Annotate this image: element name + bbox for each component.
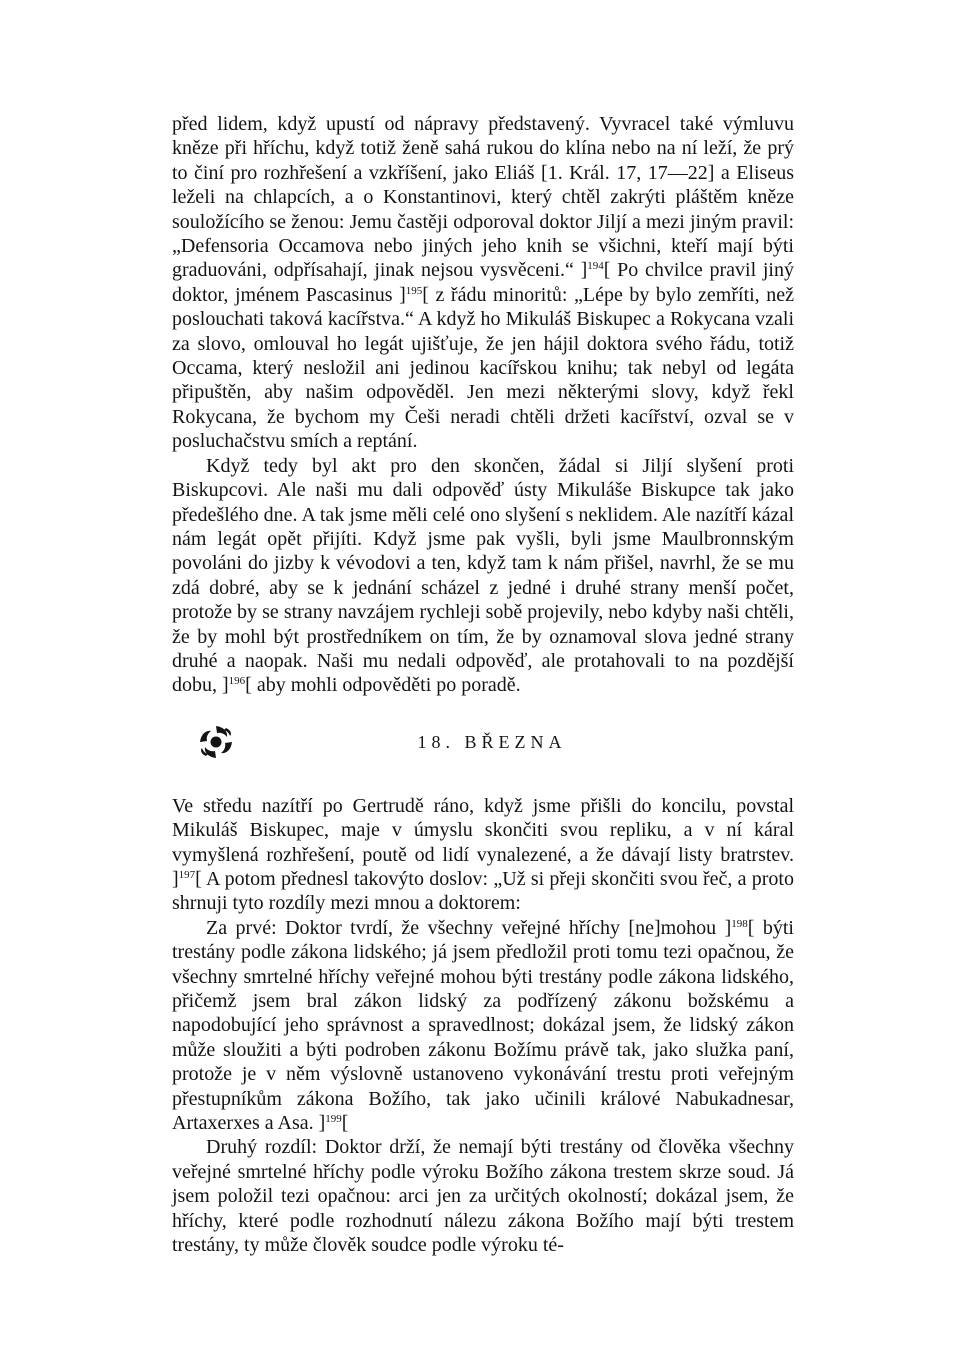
- paragraph-4: [172, 916, 794, 1136]
- section-heading: [172, 712, 794, 772]
- paragraph-text: [ Po chvilce pravil jiný doktor, jménem Pascasinus ]: [172, 259, 794, 306]
- paragraph-2: [172, 454, 794, 698]
- footnote-marker: 198: [731, 917, 748, 930]
- paragraph-text: Druhý rozdíl: Doktor drží, že nemají býti trestány od člověka všechny veřejné smrtelné hříchy podle výroku Božího zákona trestem skrze soud. Já jsem položil tezi opačnou: arci jen za určitých okolností; dokázal jsem, že hříchy, které podle rozhodnutí nálezu zákona Božího mají býti trestem trestány, ty může člověk soudce podle výroku té-: [172, 1136, 794, 1257]
- paragraph-text: [ aby mohli odpověděti po poradě.: [245, 674, 521, 697]
- paragraph-text: [ z řádu minoritů: „Lépe by bylo zemříti, než poslouchati taková kacířstva.“ A když ho Mikuláš Biskupec a Rokycana vzali za slovo, omlouval ho legát ujišťuje, že jen hájil doktora svého řádu, totiž Occama, který nesložil ani jedinou kacířskou knihu; tak nebyl od legáta připuštěn, aby našim odpověděl. Jen mezi některými slovy, když řekl Rokycana, že bychom my Češi neradi chtěli držeti kacířství, ozval se v posluchačstvu smích a reptání.: [172, 283, 794, 453]
- paragraph-3: [172, 794, 794, 916]
- footnote-marker: 197: [178, 868, 196, 881]
- footnote-marker: 196: [228, 675, 246, 688]
- spiral-flourish-icon: [198, 724, 234, 760]
- paragraph-5: [172, 1135, 794, 1257]
- footnote-marker: 199: [325, 1113, 342, 1126]
- paragraph-text: před lidem, když upustí od nápravy představený. Vyvracel také výmluvu kněze při hříchu, když totiž ženě sahá rukou do klína nebo na ní leží, že prý to činí pro rozhřešení a vzkříšení, jako Eliáš [1. Král. 17, 17—22] a Eliseus leželi na chlapcích, a o Konstantinovi, který chtěl zakrýti pláštěm kněze souložícího se ženou: Jemu častěji odporoval doktor Jiljí a mezi jiným pravil: „Defensoria Occamova nebo jiných jeho knih se všichni, kteří mají býti graduováni, odpřísahají, jinak nejsou vysvěceni.“ ]: [172, 113, 794, 282]
- document-page: [172, 112, 794, 1257]
- footnote-marker: 195: [405, 284, 423, 297]
- paragraph-text: [ býti trestány podle zákona lidského; já jsem předložil proti tomu tezi opačnou, že všechny smrtelné hříchy veřejné mohou býti trestány podle zákona lidského, přičemž jsem bral zákon lidský za podřízený zákonu božskému a napodobující jeho správnost a spravedlnost; dokázal jsem, že lidský zákon může sloužiti a býti podroben zákonu Božímu právě tak, jako služka paní, protože je v něm výslovně ustanoveno vykonávání trestu proti veřejným přestupníkům zákona Božího, tak jako učinili králové Nabukadnesar, Artaxerxes a Asa. ]: [172, 916, 794, 1135]
- paragraph-text: Za prvé: Doktor tvrdí, že všechny veřejné hříchy [ne]mohou ]: [206, 916, 732, 939]
- paragraph-text: [: [341, 1112, 349, 1135]
- paragraph-1: [172, 112, 794, 454]
- paragraph-text: Když tedy byl akt pro den skončen, žádal si Jiljí slyšení proti Biskupcovi. Ale naši mu dali odpověď ústy Mikuláše Biskupce tak jako předešlého dne. A tak jsme měli celé ono slyšení s neklidem. Ale nazítří kázal nám legát opět přijíti. Když jsme pak vyšli, byli jsme Maulbronnským povoláni do jizby k vévodovi a ten, když tam k nám přišel, navrhl, že se mu zdá dobré, aby se k jednání scházel z jedné i druhé strany menší počet, protože by se strany navzájem rychleji sobě projevily, nebo kdyby naši chtěli, že by mohl být prostředníkem on tím, že by oznamoval slova jedné strany druhé a naopak. Naši mu nedali odpověď, ale protahovali to na pozdější dobu, ]: [172, 454, 794, 697]
- footnote-marker: 194: [587, 260, 604, 273]
- section-title: 18. BŘEZNA: [417, 731, 567, 752]
- paragraph-text: Ve středu nazítří po Gertrudě ráno, když jsme přišli do koncilu, povstal Mikuláš Biskupec, maje v úmyslu skončiti svou repliku, a v ní káral vymyšlená rozhřešení, poutě od lidí vynalezené, a že dávají listy bratrstev. ]: [172, 794, 794, 890]
- paragraph-text: [ A potom přednesl takovýto doslov: „Už si přeji skončiti svou řeč, a proto shrnuji tyto rozdíly mezi mnou a doktorem:: [172, 867, 794, 915]
